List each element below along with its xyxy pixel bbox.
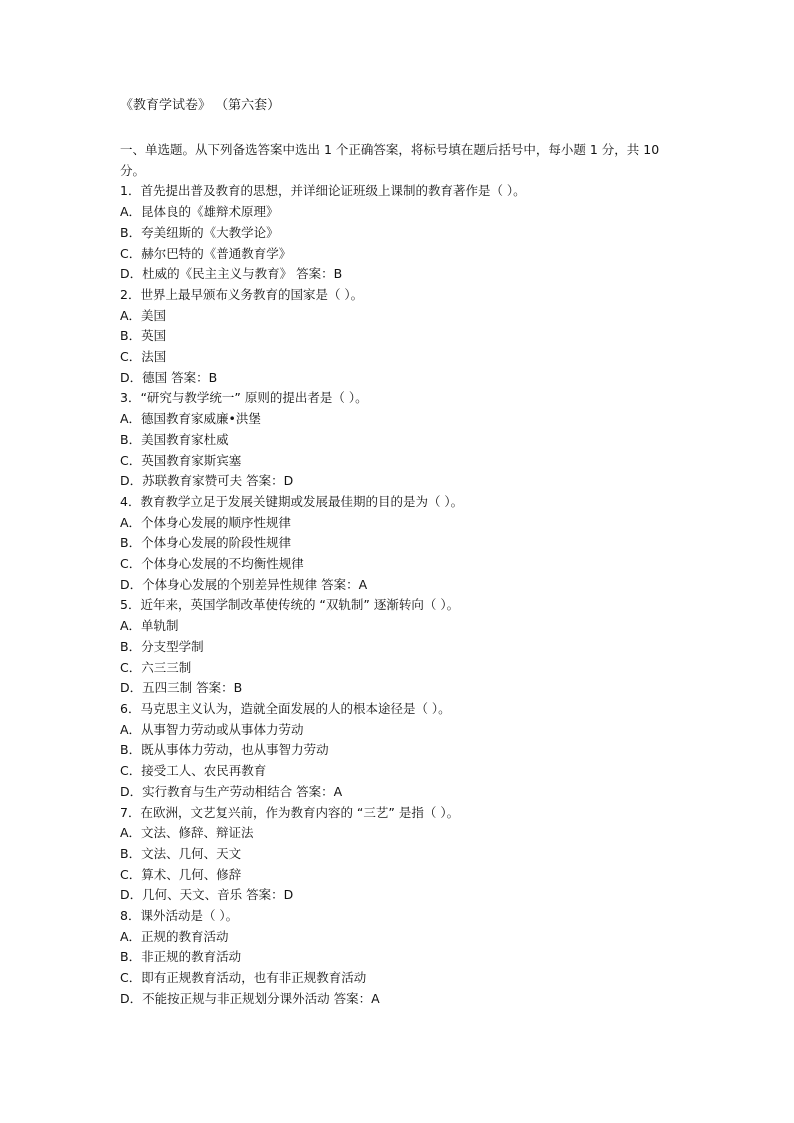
question-6-stem: 6．马克思主义认为，造就全面发展的人的根本途径是（ ）。 [120,700,451,716]
question-6-option-b: B．既从事体力劳动，也从事智力劳动 [120,742,329,758]
question-7-stem: 7．在欧洲，文艺复兴前，作为教育内容的 “三艺” 是指（ ）。 [120,804,460,820]
question-2-option-d-answer: D．德国 答案：B [120,369,218,385]
question-2-stem: 2．世界上最早颁布义务教育的国家是（ ）。 [120,286,364,302]
question-8-option-c: C．即有正规教育活动，也有非正规教育活动 [120,970,367,986]
question-3-option-d-answer: D．苏联教育家赞可夫 答案：D [120,473,294,489]
question-4-option-a: A．个体身心发展的顺序性规律 [120,514,292,530]
question-8-option-a: A．正规的教育活动 [120,928,229,944]
question-6-option-d-answer: D．实行教育与生产劳动相结合 答案：A [120,783,343,799]
question-5-stem: 5．近年来，英国学制改革使传统的 “双轨制” 逐渐转向（ ）。 [120,597,460,613]
question-6-option-c: C．接受工人、农民再教育 [120,763,267,779]
question-1-option-b: B．夸美纽斯的《大教学论》 [120,224,279,240]
question-3-option-b: B．美国教育家杜威 [120,431,229,447]
question-7-option-d-answer: D．几何、天文、音乐 答案：D [120,887,294,903]
question-3-stem: 3．“研究与教学统一” 原则的提出者是（ ）。 [120,390,368,406]
question-6-option-a: A．从事智力劳动或从事体力劳动 [120,721,304,737]
document-body [120,140,680,1010]
question-3-option-c: C．英国教育家斯宾塞 [120,452,242,468]
question-5-option-d-answer: D．五四三制 答案：B [120,680,243,696]
question-4-option-d-answer: D．个体身心发展的个别差异性规律 答案：A [120,576,368,592]
question-4-option-c: C．个体身心发展的不均衡性规律 [120,556,304,572]
question-5-option-a: A．单轨制 [120,618,179,634]
document-title: 《教育学试卷》 （第六套） [120,98,281,113]
question-3-option-a: A．德国教育家威廉•洪堡 [120,411,261,427]
question-7-option-a: A．文法、修辞、辩证法 [120,825,254,841]
question-2-option-b: B．英国 [120,328,167,344]
question-1-option-c: C．赫尔巴特的《普通教育学》 [120,245,292,261]
question-2-option-c: C．法国 [120,349,167,365]
question-4-option-b: B．个体身心发展的阶段性规律 [120,535,292,551]
question-4-stem: 4．教育教学立足于发展关键期或发展最佳期的目的是为（ ）。 [120,493,464,509]
question-8-option-b: B．非正规的教育活动 [120,949,242,965]
question-5-option-b: B．分支型学制 [120,638,204,654]
question-1-option-d-answer: D．杜威的《民主主义与教育》 答案：B [120,266,343,282]
question-5-option-c: C．六三三制 [120,659,192,675]
question-7-option-c: C．算术、几何、修辞 [120,866,242,882]
question-1-stem: 1．首先提出普及教育的思想，并详细论证班级上课制的教育著作是（ ）。 [120,183,526,199]
question-2-option-a: A．美国 [120,307,167,323]
question-1-option-a: A．昆体良的《雄辩术原理》 [120,204,279,220]
section-heading: 一、单选题。从下列备选答案中选出 1 个正确答案，将标号填在题后括号中，每小题 1 分，共 10 分。 [120,142,660,178]
question-7-option-b: B．文法、几何、天文 [120,845,242,861]
question-8-option-d-answer: D．不能按正规与非正规划分课外活动 答案：A [120,990,380,1006]
question-8-stem: 8．课外活动是（ ）。 [120,908,239,924]
